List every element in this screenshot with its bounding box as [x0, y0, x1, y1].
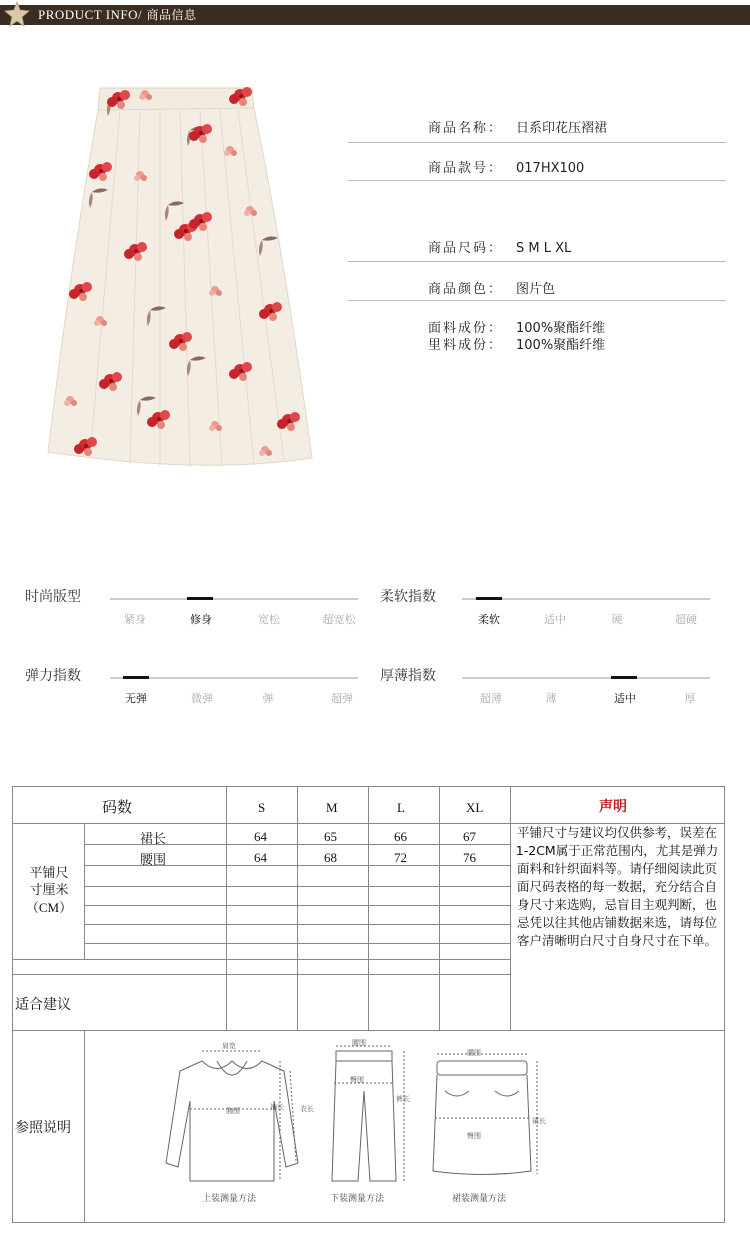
top-measure-caption: 上装测量方法 [202, 1194, 257, 1204]
row-label: 裙长 [140, 832, 167, 847]
star-icon [4, 0, 30, 28]
product-color-row [428, 278, 555, 297]
figure-label: 衣长 [300, 1105, 314, 1113]
product-size-value: S M L XL [516, 241, 572, 256]
product-name-value: 日系印花压褶裙 [516, 121, 608, 136]
group-label: 平铺尺 寸厘米 （CM） [25, 866, 73, 915]
scale-option: 微弹 [191, 692, 213, 705]
scale-option: 超宽松 [322, 613, 356, 626]
scale-title: 弹力指数 [25, 668, 81, 684]
scale-line [462, 677, 710, 679]
product-code-label: 商品款号： [428, 161, 504, 176]
note-header: 声明 [599, 799, 627, 815]
size-table [12, 786, 725, 1223]
scale-title: 柔软指数 [380, 589, 436, 605]
scale-marker [123, 676, 149, 679]
product-image [40, 80, 320, 475]
product-name-label: 商品名称： [428, 121, 504, 136]
size-header: 码数 [102, 798, 133, 816]
scale-option: 适中 [544, 613, 566, 626]
table-cell: 67 [463, 829, 476, 844]
scale-option: 紧身 [124, 613, 146, 626]
product-size-row [428, 237, 571, 256]
figure-label: 臀围 [350, 1076, 364, 1084]
scale-line [110, 598, 358, 600]
pants-measure-caption: 下装测量方法 [330, 1194, 385, 1204]
scale-marker [476, 597, 502, 600]
fit-advice-label: 适合建议 [15, 997, 71, 1013]
size-disclaimer: 平铺尺寸与建议均仅供参考，误差在1-2CM属于正常范围内，尤其是弹力面料和针织面料等。请仔细阅读此页面尺码表格的每一数据，充分结合自身尺寸来选购，忌盲目主观判断，也忌凭以往其他店铺数据来选，请每位客户清晰明白尺寸自身尺寸在下单。 [515, 825, 719, 948]
scale-option: 柔软 [478, 613, 500, 626]
size-col-header: M [326, 800, 338, 815]
skirt-measure-diagram [427, 1046, 547, 1186]
scale-option: 修身 [190, 613, 212, 626]
size-col-header: L [397, 800, 405, 815]
table-cell: 72 [394, 850, 407, 865]
product-name-row [428, 117, 607, 136]
scale-title: 厚薄指数 [380, 668, 436, 684]
table-cell: 76 [463, 850, 476, 865]
scale-marker [611, 676, 637, 679]
figure-label: 腰围 [467, 1049, 481, 1057]
scale-option: 超硬 [675, 613, 697, 626]
row-label: 腰围 [140, 853, 167, 868]
product-info [348, 0, 728, 360]
product-code-value: 017HX100 [516, 161, 585, 176]
header-title: PRODUCT INFO/ 商品信息 [38, 7, 197, 22]
product-color-value: 图片色 [516, 282, 556, 297]
scale-option: 硬 [611, 613, 623, 626]
figure-label: 袖长 [270, 1103, 284, 1111]
scale-title: 时尚版型 [25, 589, 81, 605]
figure-label: 腰围 [352, 1039, 366, 1047]
scale-option: 薄 [545, 692, 557, 705]
product-color-label: 商品颜色： [428, 282, 504, 297]
product-lining-value: 100%聚酯纤维 [516, 338, 606, 353]
divider [348, 142, 726, 143]
size-col-header: S [258, 800, 266, 815]
figure-label: 胸围 [226, 1107, 240, 1115]
product-lining-label: 里料成份： [428, 338, 504, 353]
table-cell: 68 [324, 850, 337, 865]
scale-option: 适中 [614, 692, 636, 705]
divider [348, 300, 726, 301]
table-cell: 65 [324, 829, 337, 844]
product-size-label: 商品尺码： [428, 241, 504, 256]
scale-option: 无弹 [125, 692, 147, 705]
divider [348, 180, 726, 181]
product-fabric-value: 100%聚酯纤维 [516, 321, 606, 336]
scale-option: 超薄 [480, 692, 502, 705]
product-lining-row [428, 334, 605, 353]
top-measure-diagram [162, 1041, 302, 1191]
table-cell: 64 [254, 850, 267, 865]
scale-option: 弹 [262, 692, 274, 705]
product-code-row [428, 157, 584, 176]
scale-option: 宽松 [258, 613, 280, 626]
figure-label: 肩宽 [222, 1042, 236, 1050]
skirt-measure-caption: 裙装测量方法 [452, 1194, 507, 1204]
figure-label: 裤长 [396, 1095, 410, 1103]
divider [348, 261, 726, 262]
product-fabric-label: 面料成份： [428, 321, 504, 336]
pants-measure-diagram [324, 1041, 414, 1191]
table-cell: 66 [394, 829, 407, 844]
size-col-header: XL [466, 800, 484, 815]
reference-label: 参照说明 [15, 1120, 71, 1136]
scale-marker [187, 597, 213, 600]
scale-option: 厚 [684, 692, 696, 705]
scale-option: 超弹 [331, 692, 353, 705]
figure-label: 臀围 [467, 1132, 481, 1140]
figure-label: 裙长 [532, 1117, 546, 1125]
table-cell: 64 [254, 829, 267, 844]
